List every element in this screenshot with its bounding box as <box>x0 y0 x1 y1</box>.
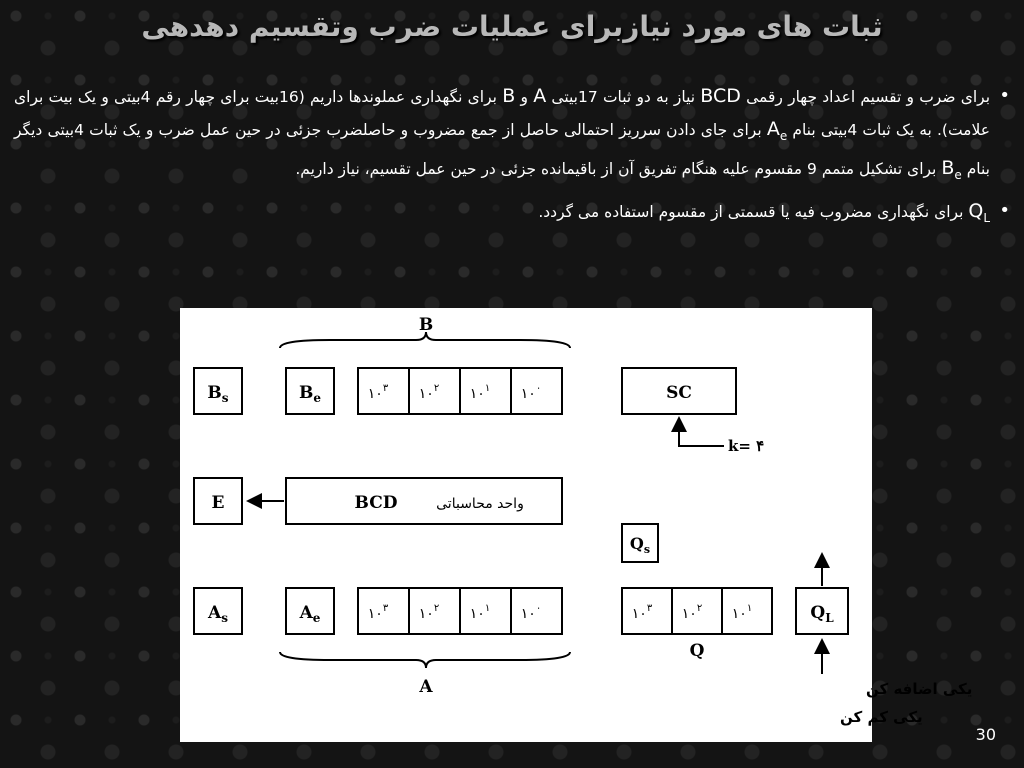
a-digit-3: $۱۰^۳$ <box>367 603 389 622</box>
page-number: 30 <box>975 725 996 744</box>
b-digit-0: $۱۰^۰$ <box>520 383 542 402</box>
bullet-text: نیاز به دو ثبات 17بیتی <box>551 88 696 106</box>
register-be-main: B <box>941 156 955 179</box>
bullet-text: برای نگهداری مضروب فیه یا قسمتی از مقسوم استفاده می گردد. <box>538 202 964 221</box>
q-digit-1: $۱۰^۱$ <box>731 603 753 622</box>
q-digit-2: $۱۰^۲$ <box>681 603 703 622</box>
k-label: k= ۴ <box>728 437 765 455</box>
register-ae-sub: e <box>779 128 788 143</box>
register-diagram <box>180 308 973 742</box>
a-digit-0: $۱۰^۰$ <box>520 603 542 622</box>
register-a-term: A <box>533 85 547 107</box>
register-diagram-svg <box>180 308 973 742</box>
bullet-text: و <box>520 88 528 106</box>
box-be-label: $B_e$ <box>298 383 322 405</box>
register-ae-term <box>766 118 788 143</box>
brace-b <box>280 332 570 348</box>
box-as-label: $A_s$ <box>208 603 228 625</box>
register-ql-sub: L <box>983 210 990 225</box>
label-a: A <box>419 677 433 697</box>
bullet-text: برای ضرب و تقسیم اعداد چهار رقمی <box>746 88 991 106</box>
b-digit-2: $۱۰^۲$ <box>418 383 440 402</box>
bullet-text: برای جای دادن سرریز احتمالی حاصل از جمع مضروب و حاصلضرب جزئی در حین عمل ضرب و یک ثبات 4بیتی دیگر بنام <box>14 121 990 178</box>
register-be-sub: e <box>954 167 962 182</box>
brace-a <box>280 652 570 668</box>
bullet-text: برای نگهداری عملوندها داریم (16بیت برای چهار رقم 4بیتی و یک بیت برای علامت). به یک ثبات 4بیتی بنام <box>14 88 990 139</box>
register-ql-main: Q <box>968 199 984 222</box>
q-digit-3: $۱۰^۳$ <box>631 603 653 622</box>
box-qs-label: $Q_s$ <box>629 534 651 556</box>
box-sc-label: SC <box>666 383 692 403</box>
box-bs-label: $B_s$ <box>207 383 229 405</box>
slide-title: ثبات های مورد نیازبرای عملیات ضرب وتقسیم دهدهی <box>141 10 883 43</box>
ql-note-decrement: یکی کم کن <box>840 708 923 726</box>
register-be-term <box>941 156 962 182</box>
register-b-term: B <box>502 85 516 107</box>
b-digit-3: $۱۰^۳$ <box>367 383 389 402</box>
box-ae-label: $A_e$ <box>299 603 321 625</box>
bullet-item-ql <box>14 195 1012 234</box>
a-digit-1: $۱۰^۱$ <box>469 603 491 622</box>
k-arrow <box>679 418 724 446</box>
register-ae-main: A <box>766 118 780 140</box>
label-b: B <box>418 315 434 335</box>
bullet-item-registers <box>14 80 1012 191</box>
ql-note-increment: یکی اضافه کن <box>866 680 973 698</box>
bcd-unit-fa-label: واحد محاسباتی <box>436 496 524 512</box>
label-q: Q <box>689 641 705 661</box>
box-ql-label: $Q_L$ <box>810 603 834 625</box>
a-digit-2: $۱۰^۲$ <box>418 603 440 622</box>
bcd-term: BCD <box>700 85 741 107</box>
bullet-list <box>14 80 1012 237</box>
box-e-label: E <box>211 493 225 513</box>
bcd-unit-label: BCD <box>354 493 398 513</box>
b-digit-1: $۱۰^۱$ <box>469 383 491 402</box>
bullet-text: برای تشکیل متمم 9 مقسوم علیه هنگام تفریق آن از باقیمانده جزئی در حین عمل تقسیم، نیاز داریم. <box>295 159 937 178</box>
register-ql-term <box>968 199 990 225</box>
